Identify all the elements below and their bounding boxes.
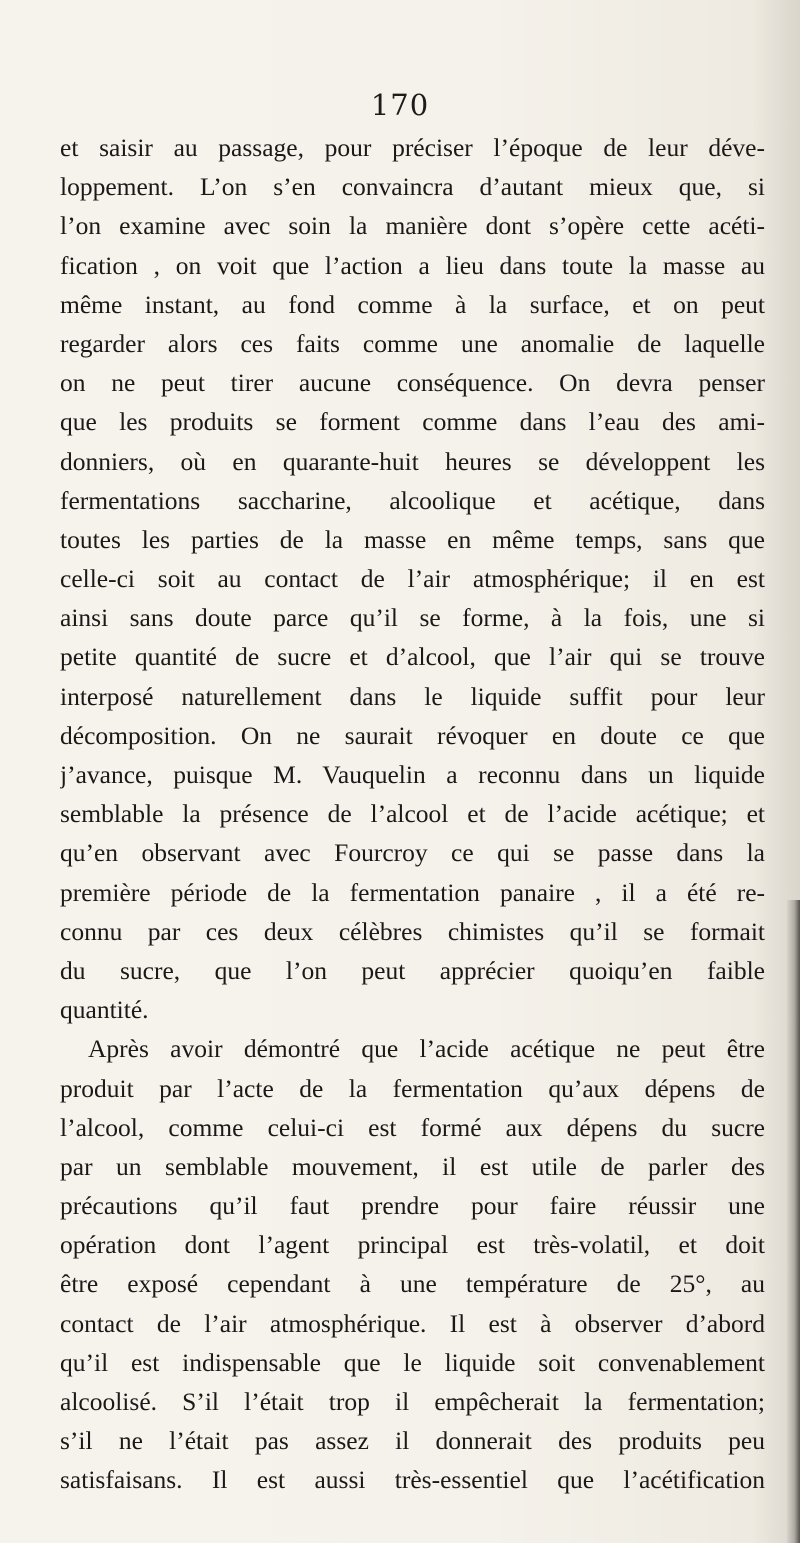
paragraph-start-line: Après avoir démontré que l’acide acétique ne peut être [88,1034,765,1064]
text-line: j’avance, puisque M. Vauquelin a reconnu dans un liquide [60,760,765,789]
text-line: regarder alors ces faits comme une anomalie de laquelle [60,328,765,358]
text-line: satisfaisans. Il est aussi très-essentiel que l’acétification [60,1465,765,1495]
text-line: être exposé cependant à une température de 25°, au [60,1269,765,1299]
text-line: décomposition. On ne saurait révoquer en doute ce que [60,720,765,750]
text-line: et saisir au passage, pour préciser l’époque de leur déve- [60,133,765,162]
text-line: semblable la présence de l’alcool et de l’acide acétique; et [60,799,765,829]
text-line: s’il ne l’était pas assez il donnerait des produits peu [60,1426,765,1456]
body-text [60,128,765,1500]
text-line: l’alcool, comme celui-ci est formé aux dépens du sucre [60,1112,765,1142]
text-line: du sucre, que l’on peut apprécier quoiqu’en faible [60,955,765,985]
text-line: on ne peut tirer aucune conséquence. On devra penser [60,368,765,398]
text-line: l’on examine avec soin la manière dont s’opère cette acéti- [60,211,765,241]
page-edge-shadow [786,900,800,1543]
text-line: opération dont l’agent principal est très-volatil, et doit [60,1230,765,1260]
text-line: interposé naturellement dans le liquide suffit pour leur [60,681,765,711]
text-line: fication , on voit que l’action a lieu dans toute la masse au [60,250,765,280]
text-line: petite quantité de sucre et d’alcool, que l’air qui se trouve [60,642,765,672]
page-number: 170 [370,88,430,122]
text-line: qu’il est indispensable que le liquide soit convenablement [60,1347,765,1377]
text-line: donniers, où en quarante-huit heures se développent les [60,446,765,476]
text-line: produit par l’acte de la fermentation qu’aux dépens de [60,1073,765,1103]
text-line: première période de la fermentation panaire , il a été re- [60,877,765,907]
text-line: fermentations saccharine, alcoolique et acétique, dans [60,485,765,515]
text-line: que les produits se forment comme dans l’eau des ami- [60,407,765,437]
text-line: alcoolisé. S’il l’était trop il empêcherait la fermentation; [60,1387,765,1416]
text-line: même instant, au fond comme à la surface, et on peut [60,289,765,319]
text-line: ainsi sans doute parce qu’il se forme, à la fois, une si [60,603,765,633]
text-line: précautions qu’il faut prendre pour faire réussir une [60,1191,765,1221]
text-line: contact de l’air atmosphérique. Il est à observer d’abord [60,1308,765,1338]
text-line: loppement. L’on s’en convaincra d’autant mieux que, si [60,172,765,202]
paragraph-end-line: quantité. [60,995,149,1025]
text-line: qu’en observant avec Fourcroy ce qui se passe dans la [60,838,765,868]
text-line: par un semblable mouvement, il est utile de parler des [60,1151,765,1181]
text-line: connu par ces deux célèbres chimistes qu’il se formait [60,916,765,946]
text-line: celle-ci soit au contact de l’air atmosphérique; il en est [60,564,765,594]
text-line: toutes les parties de la masse en même temps, sans que [60,524,765,554]
